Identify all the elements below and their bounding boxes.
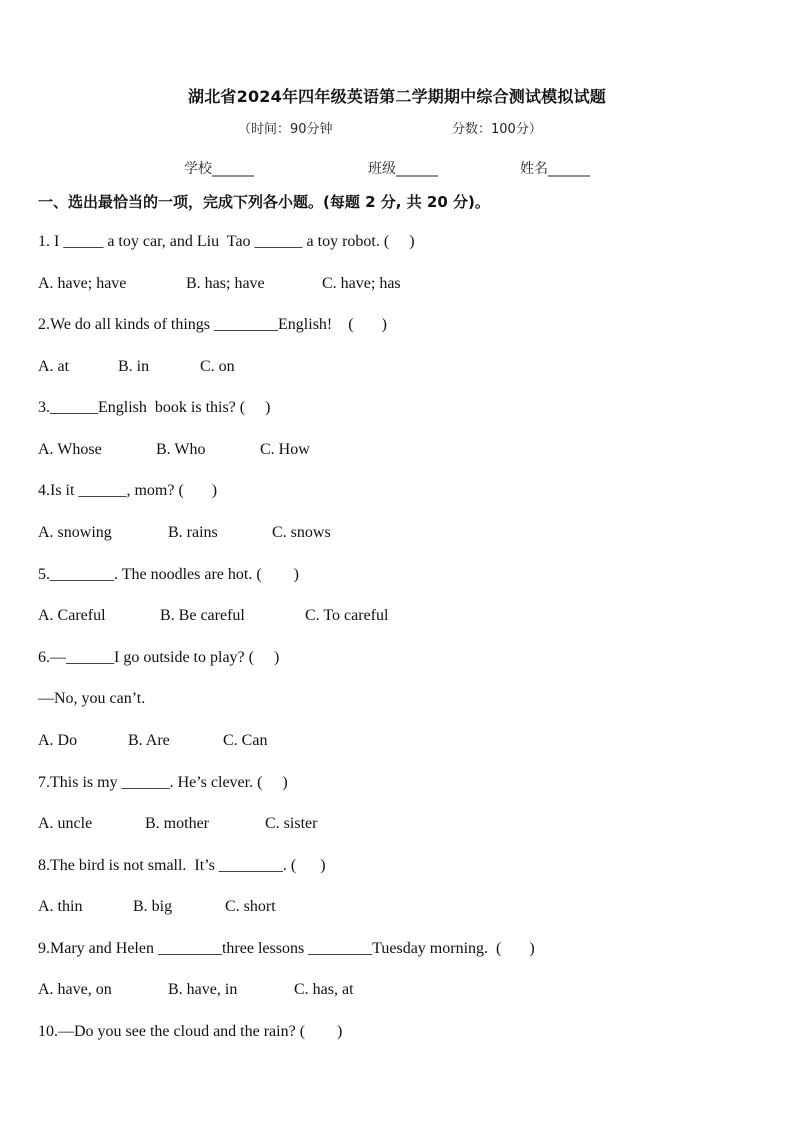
class-field: 班级______ [368, 161, 438, 177]
options-3 [38, 441, 310, 459]
option-a: A. Whose [38, 441, 102, 458]
question-4: 4.Is it ______, mom? ( ) [38, 482, 218, 499]
name-field: 姓名______ [520, 161, 590, 177]
question-1: 1. I _____ a toy car, and Liu Tao ______ a toy robot. ( ) [38, 233, 415, 250]
question-3: 3.______English book is this? ( ) [38, 399, 271, 416]
option-b: B. has; have [186, 275, 265, 292]
question-7: 7.This is my ______. He’s clever. ( ) [38, 774, 288, 791]
exam-score: 分数：100分） [452, 122, 542, 137]
option-b: B. Who [156, 441, 206, 458]
option-b: B. Be careful [160, 607, 245, 624]
exam-time: （时间：90分钟 [238, 122, 333, 137]
section-heading: 一、选出最恰当的一项，完成下列各小题。(每题 2 分, 共 20 分)。 [38, 193, 490, 211]
option-a: A. have, on [38, 981, 112, 998]
question-8: 8.The bird is not small. It’s ________. ( ) [38, 857, 326, 874]
option-a: A. Do [38, 732, 78, 749]
question-5: 5.________. The noodles are hot. ( ) [38, 566, 299, 583]
school-field: 学校______ [184, 161, 254, 177]
option-b: B. Are [128, 732, 170, 749]
option-a: A. uncle [38, 815, 93, 832]
question-2: 2.We do all kinds of things ________English! ( ) [38, 316, 387, 333]
options-9 [38, 981, 354, 999]
option-a: A. snowing [38, 524, 112, 541]
options-8 [38, 898, 276, 916]
question-9: 9.Mary and Helen ________three lessons ________Tuesday morning. ( ) [38, 940, 535, 957]
option-c: C. sister [265, 815, 318, 832]
option-b: B. have, in [168, 981, 238, 998]
option-c: C. short [225, 898, 276, 915]
question-10: 10.—Do you see the cloud and the rain? ( ) [38, 1023, 343, 1040]
question-6: 6.—______I go outside to play? ( ) [38, 649, 280, 666]
option-c: C. How [260, 441, 310, 458]
options-6 [38, 732, 267, 750]
option-b: B. rains [168, 524, 218, 541]
option-a: A. Careful [38, 607, 106, 624]
option-a: A. at [38, 358, 70, 375]
option-a: A. thin [38, 898, 83, 915]
option-c: C. Can [223, 732, 268, 749]
exam-title: 湖北省2024年四年级英语第二学期期中综合测试模拟试题 [188, 87, 606, 106]
option-c: C. has, at [294, 981, 354, 998]
options-7 [38, 815, 317, 833]
option-b: B. big [133, 898, 173, 915]
options-1 [38, 275, 401, 293]
option-b: B. mother [145, 815, 209, 832]
option-c: C. To careful [305, 607, 389, 624]
option-c: C. snows [272, 524, 331, 541]
question-6-reply: —No, you can’t. [38, 690, 146, 707]
option-c: C. on [200, 358, 235, 375]
options-4 [38, 524, 331, 542]
options-2 [38, 358, 235, 376]
option-b: B. in [118, 358, 150, 375]
option-c: C. have; has [322, 275, 401, 292]
option-a: A. have; have [38, 275, 127, 292]
options-5 [38, 607, 388, 625]
